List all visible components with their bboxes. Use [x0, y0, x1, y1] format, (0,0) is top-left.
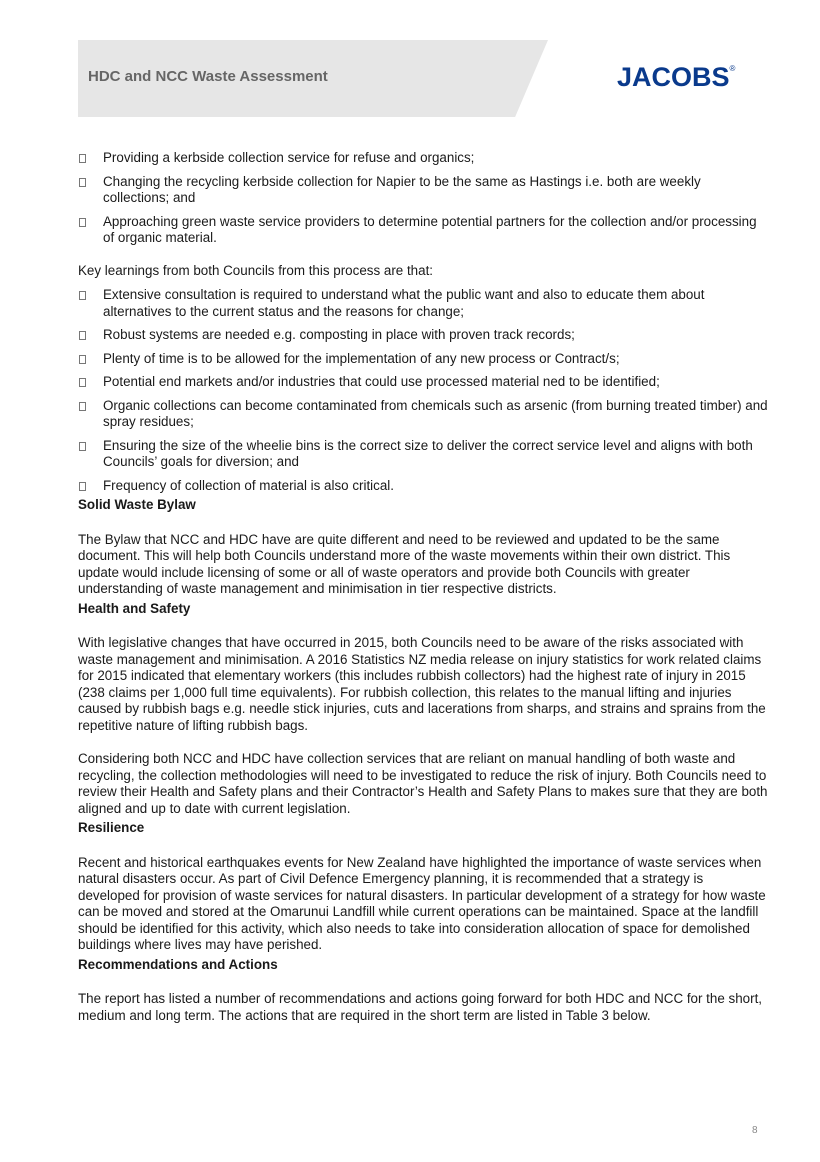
registered-mark: ® [729, 64, 736, 73]
list-item: Approaching green waste service providers to determine potential partners for the collection and/or processing of organic material. [78, 214, 768, 247]
bullet-box-icon [79, 218, 86, 227]
bullet-box-icon [79, 331, 86, 340]
intro-bullet-list [78, 150, 768, 247]
page-content [78, 150, 768, 1041]
list-item: Organic collections can become contaminated from chemicals such as arsenic (from burning treated timber) and spray residues; [78, 398, 768, 431]
bullet-box-icon [79, 178, 86, 187]
key-learnings-intro: Key learnings from both Councils from this process are that: [78, 262, 434, 278]
list-item: Plenty of time is to be allowed for the implementation of any new process or Contract/s; [78, 351, 768, 368]
logo-text: JACOBS [617, 62, 730, 92]
bullet-box-icon [79, 378, 86, 387]
section-heading-bylaw: Solid Waste Bylaw [78, 497, 196, 512]
list-item: Changing the recycling kerbside collection for Napier to be the same as Hastings i.e. both are weekly collections; and [78, 174, 768, 207]
resilience-paragraph: Recent and historical earthquakes events for New Zealand have highlighted the importance of waste services when natural disasters occur. As part of Civil Defence Emergency planning, it is recommended that a strategy is developed for provision of waste services for natural disasters. In particular development of a strategy for how waste can be moved and stored at the Omarunui Landfill while current operations can be maintained. Space at the landfill should be identified for this activity, which also needs to take into consideration allocation of space for demolished buildings where lives may have perished. [78, 854, 766, 952]
list-item: Extensive consultation is required to understand what the public want and also to educate them about alternatives to the current status and the reasons for change; [78, 287, 768, 320]
section-heading-recommendations: Recommendations and Actions [78, 956, 278, 972]
bullet-box-icon [79, 402, 86, 411]
list-item: Frequency of collection of material is also critical. [78, 478, 768, 495]
health-paragraph-2: Considering both NCC and HDC have collection services that are reliant on manual handling of both waste and recycling, the collection methodologies will need to be investigated to reduce the risk of injury. Both Councils need to review their Health and Safety plans and their Contractor’s Health and Safety Plans to makes sure that they are both aligned and up to date with current legislation. [78, 751, 768, 816]
bylaw-paragraph: The Bylaw that NCC and HDC have are quite different and need to be reviewed and updated to be the same document. This will help both Councils understand more of the waste movements within their own district. This update would include licensing of some or all of waste operators and provide both Councils with greater understanding of waste management and minimisation in tier respective districts. [78, 531, 731, 596]
list-item: Providing a kerbside collection service for refuse and organics; [78, 150, 768, 167]
document-title: HDC and NCC Waste Assessment [88, 68, 328, 85]
list-item: Robust systems are needed e.g. composting in place with proven track records; [78, 327, 768, 344]
section-heading-health: Health and Safety [78, 600, 191, 616]
bullet-box-icon [79, 291, 86, 300]
bullet-box-icon [79, 355, 86, 364]
bullet-box-icon [79, 482, 86, 491]
jacobs-logo [617, 62, 735, 93]
health-paragraph-1: With legislative changes that have occurred in 2015, both Councils need to be aware of the risks associated with waste management and minimisation. A 2016 Statistics NZ media release on injury statistics for work related claims for 2015 indicated that elementary workers (this includes rubbish collectors) had the highest rate of injury in 2015 (238 claims per 1,000 full time equivalents). For rubbish collection, this relates to the manual lifting and injuries caused by rubbish bags e.g. needle stick injuries, cuts and lacerations from sharps, and strains and sprains from the repetitive nature of lifting rubbish bags. [78, 635, 766, 733]
recommendations-paragraph: The report has listed a number of recommendations and actions going forward for both HDC and NCC for the short, medium and long term. The actions that are required in the short term are listed in Table 3 below. [78, 991, 763, 1023]
key-learnings-list [78, 287, 768, 494]
list-item: Potential end markets and/or industries that could use processed material ned to be identified; [78, 374, 768, 391]
page-number: 8 [752, 1125, 758, 1136]
bullet-box-icon [79, 442, 86, 451]
list-item: Ensuring the size of the wheelie bins is the correct size to deliver the correct service level and aligns with both Councils’ goals for diversion; and [78, 438, 768, 471]
section-heading-resilience: Resilience [78, 820, 145, 835]
bullet-box-icon [79, 154, 86, 163]
